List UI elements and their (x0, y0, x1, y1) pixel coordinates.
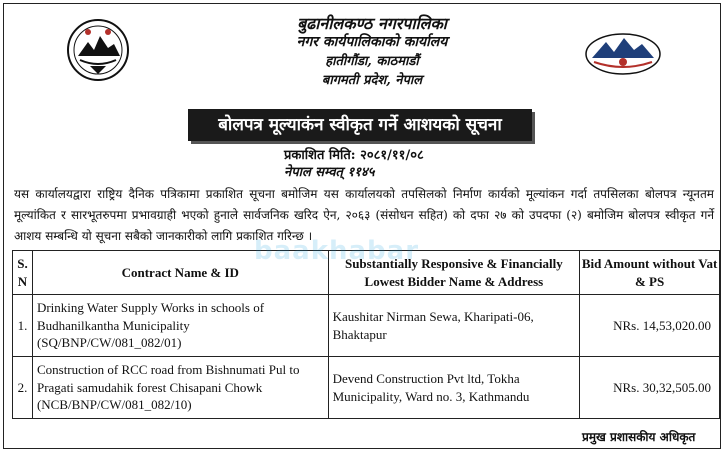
row-bidder: Kaushitar Nirman Sewa, Kharipati-06, Bhaktapur (328, 295, 580, 357)
municipality-name: बुढानीलकण्ठ नगरपालिका (297, 14, 447, 33)
row-amount: NRs. 30,32,505.00 (580, 357, 720, 419)
bid-table (12, 250, 720, 419)
col-amount-header: Bid Amount without Vat & PS (580, 251, 720, 295)
table-row (13, 295, 720, 357)
watermark: baakhabar (254, 236, 420, 266)
signatory-title: प्रमुख प्रशासकीय अधिकृत (582, 430, 696, 444)
notice-body: यस कार्यालयद्वारा राष्ट्रिय दैनिक पत्रिकामा प्रकाशित सूचना बमोजिम यस कार्यालयको तपसिलको निर्माण कार्यको मूल्यांकन गर्दा तपसिलका बोलपत्र न्यूनतम मूल्यांकित र सारभूतरुपमा प्रभावग्राही भएको हुनाले सार्वजनिक खरिद ऐन, २०६३ (संसोधन सहित) को दफा २७ को उपदफा (२) बमोजिम बोलपत्र स्वीकृत गर्ने आशय सम्बन्धि यो सूचना सबैको जानकारीको लागि प्रकाशित गरिन्छ । (14, 187, 714, 243)
nepal-emblem-logo (66, 18, 130, 82)
office-header (262, 14, 482, 90)
row-sn: 2. (13, 357, 33, 419)
row-bidder: Devend Construction Pvt ltd, Tokha Municipality, Ward no. 3, Kathmandu (328, 357, 580, 419)
col-sn-header: S. N (13, 251, 33, 295)
row-contract: Construction of RCC road from Bishnumati Pul to Pragati samudahik forest Chisapani Chowk (NCB/BNP/CW/081_082/10) (32, 357, 328, 419)
row-contract: Drinking Water Supply Works in schools of Budhanilkantha Municipality (SQ/BNP/CW/081_082/01) (32, 295, 328, 357)
nepal-era-date: नेपाल सम्वत् ११४५ (284, 165, 375, 180)
col-contract-header: Contract Name & ID (32, 251, 328, 295)
office-name: नगर कार्यपालिकाको कार्यालय (296, 34, 448, 50)
published-date: प्रकाशित मिति: २०८१/११/०८ (284, 148, 424, 163)
col-bidder-header: Substantially Responsive & Financially Lowest Bidder Name & Address (328, 251, 580, 295)
municipality-logo (584, 32, 662, 76)
province-country: बागमती प्रदेश, नेपाल (321, 73, 423, 88)
notice-title: बोलपत्र मूल्याकंन स्वीकृत गर्ने आशयको सूचना (188, 109, 532, 141)
table-row (13, 357, 720, 419)
row-amount: NRs. 14,53,020.00 (580, 295, 720, 357)
notice-page (3, 3, 721, 449)
row-sn: 1. (13, 295, 33, 357)
office-location: हातीगौंडा, काठमाडौं (325, 54, 419, 69)
